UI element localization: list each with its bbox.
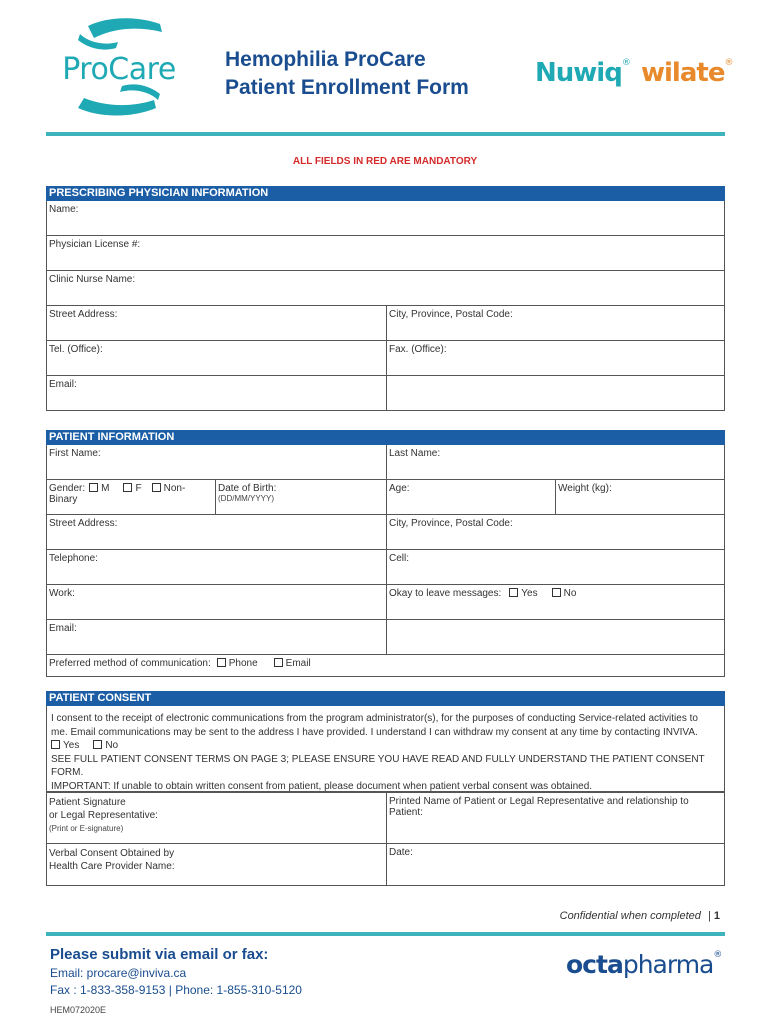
physician-license-field[interactable]: Physician License #: [49,239,141,250]
printed-name-field[interactable]: Printed Name of Patient or Legal Representative and relationship to Patient: [386,793,724,843]
messages-field [386,585,724,619]
signature-sub: (Print or E-signature) [49,824,124,833]
consent-options [51,739,720,753]
weight-field[interactable]: Weight (kg): [555,480,724,514]
octa-text: octa [566,950,623,979]
messages-no-checkbox[interactable] [552,588,561,597]
form-row [46,341,725,376]
registered-mark: ® [621,58,630,68]
empty-cell [386,620,724,654]
registered-mark: ® [724,58,733,68]
work-field[interactable]: Work: [49,588,75,599]
empty-cell [386,376,724,410]
dob-label: Date of Birth: [218,483,277,494]
dob-field[interactable] [215,480,386,514]
form-row [46,620,725,655]
form-row [46,236,725,271]
verbal-label-1: Verbal Consent Obtained by [49,848,175,859]
patient-city-field[interactable]: City, Province, Postal Code: [386,515,724,549]
confidential-text: Confidential when completed [559,910,701,922]
consent-yes-label: Yes [63,740,80,751]
confidential-note [560,910,720,922]
form-title [225,46,469,102]
page-number: 1 [713,910,720,922]
form-row [46,515,725,550]
preferred-phone-checkbox[interactable] [217,658,226,667]
consent-yes-checkbox[interactable] [51,740,60,749]
form-row [46,480,725,515]
messages-yes-label: Yes [521,588,538,599]
patient-street-field[interactable]: Street Address: [49,518,118,529]
patient-email-field[interactable]: Email: [49,623,77,634]
consent-line-3: SEE FULL PATIENT CONSENT TERMS ON PAGE 3; PLEASE ENSURE YOU HAVE READ AND FULLY UNDERSTAND THE PATIENT CONSENT FORM. [51,753,705,778]
messages-label: Okay to leave messages: [389,588,502,599]
physician-section [46,186,725,411]
logo-wordmark: ProCare [62,52,176,87]
physician-street-field[interactable]: Street Address: [49,309,118,320]
consent-no-checkbox[interactable] [93,740,102,749]
first-name-field[interactable]: First Name: [49,448,101,459]
preferred-phone-label: Phone [228,658,258,669]
registered-mark: ® [713,950,722,960]
preferred-email-label: Email [285,658,311,669]
consent-section [46,691,725,886]
last-name-field[interactable]: Last Name: [386,445,724,479]
gender-m-checkbox[interactable] [89,483,98,492]
consent-line-2: me. Email communications may be sent to the address I have provided. I understand I can withdraw my consent at any time by contacting INVIVA. [51,726,698,738]
form-row [46,376,725,411]
form-row [46,271,725,306]
gender-field [47,480,215,514]
signature-label-2: or Legal Representative: [49,810,158,821]
signature-label-1: Patient Signature [49,797,126,808]
page-separator: | [707,910,711,922]
form-row [46,550,725,585]
gender-f-checkbox[interactable] [123,483,132,492]
nuwiq-text: Nuwiq [535,58,622,88]
age-field[interactable]: Age: [386,480,555,514]
messages-no-label: No [563,588,577,599]
verbal-consent-field[interactable] [47,844,386,885]
consent-line-1: I consent to the receipt of electronic communications from the program administrator(s), for the purposes of conducting Service-related activities to [51,713,698,724]
consent-line-4: IMPORTANT: If unable to obtain written consent from patient, please document when patient verbal consent was obtained. [51,780,593,792]
octapharma-logo [566,950,721,979]
submit-title: Please submit via email or fax: [50,946,269,963]
submit-fax-phone: Fax : 1-833-358-9153 | Phone: 1-855-310-5120 [50,983,302,997]
top-divider [46,132,725,136]
patient-section [46,430,725,677]
procare-logo [58,14,180,122]
nuwiq-logo [535,58,630,88]
pharma-text: pharma [622,950,714,979]
gender-label: Gender: [49,483,86,494]
form-row [46,655,725,677]
gender-nb-label: Non-Binary [49,483,186,505]
patient-signature-field[interactable] [47,793,386,843]
preferred-email-checkbox[interactable] [274,658,283,667]
document-code: HEM072020E [50,1005,107,1015]
submit-email[interactable]: Email: procare@inviva.ca [50,966,187,980]
form-row [46,201,725,236]
section-heading: PATIENT CONSENT [46,691,725,706]
gender-f-label: F [135,483,142,494]
section-heading: PATIENT INFORMATION [46,430,725,445]
consent-text [46,706,725,792]
form-row [46,445,725,480]
preferred-method-field [47,655,724,676]
title-line-1: Hemophilia ProCare [225,48,426,71]
physician-city-field[interactable]: City, Province, Postal Code: [386,306,724,340]
preferred-label: Preferred method of communication: [49,658,211,669]
gender-nb-checkbox[interactable] [152,483,161,492]
physician-name-field[interactable]: Name: [49,204,79,215]
telephone-field[interactable]: Telephone: [49,553,98,564]
clinic-nurse-field[interactable]: Clinic Nurse Name: [49,274,136,285]
dob-format: (DD/MM/YYYY) [218,494,274,503]
date-field[interactable]: Date: [386,844,724,885]
bottom-divider [46,932,725,936]
title-line-2: Patient Enrollment Form [225,76,469,99]
verbal-label-2: Health Care Provider Name: [49,861,175,872]
messages-yes-checkbox[interactable] [509,588,518,597]
form-row [46,585,725,620]
physician-fax-field[interactable]: Fax. (Office): [386,341,724,375]
physician-tel-field[interactable]: Tel. (Office): [49,344,103,355]
consent-no-label: No [105,740,119,751]
gender-m-label: M [101,483,110,494]
form-row [46,306,725,341]
form-row [46,792,725,844]
physician-email-field[interactable]: Email: [49,379,77,390]
form-row [46,844,725,886]
wilate-logo [641,58,732,88]
wilate-text: wilate [641,58,725,88]
mandatory-note: ALL FIELDS IN RED ARE MANDATORY [292,156,478,167]
section-heading: PRESCRIBING PHYSICIAN INFORMATION [46,186,725,201]
cell-field[interactable]: Cell: [386,550,724,584]
